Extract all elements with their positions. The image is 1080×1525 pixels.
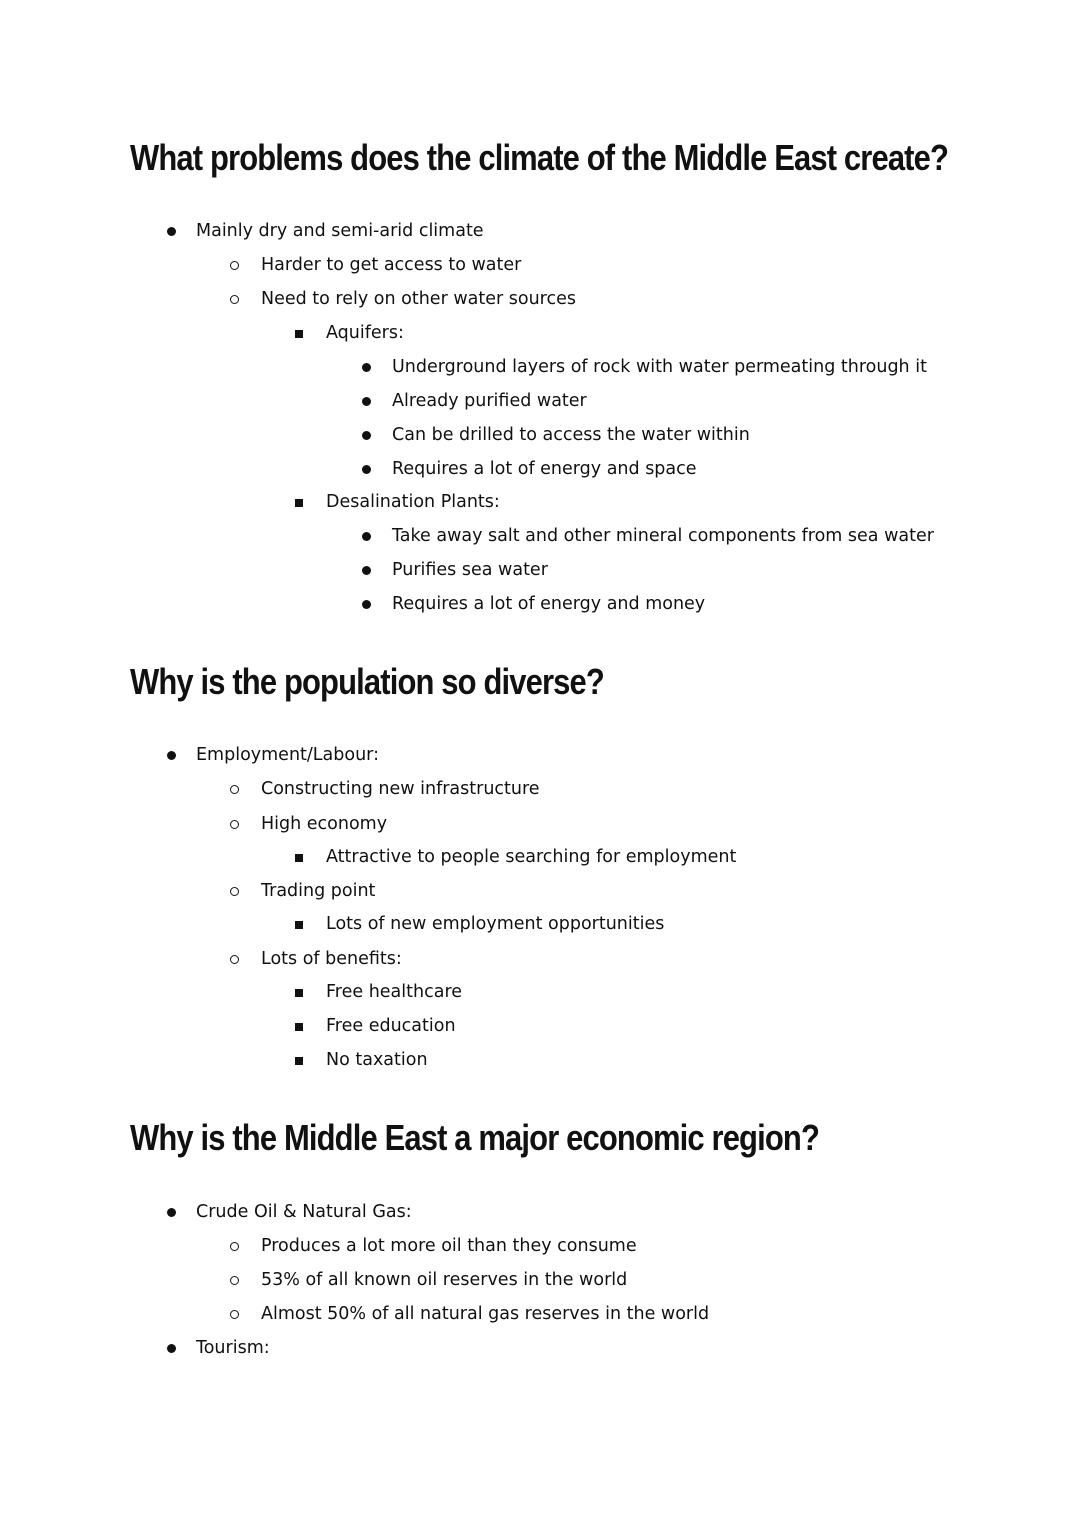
bullet-disc: [167, 227, 176, 236]
bullet-square: [295, 921, 303, 929]
list-item: Can be drilled to access the water within: [392, 425, 750, 445]
list-item: Requires a lot of energy and money: [392, 594, 706, 614]
list-item: Almost 50% of all natural gas reserves in the world: [261, 1304, 710, 1324]
list-item: Trading point: [261, 881, 376, 901]
list-item: Need to rely on other water sources: [261, 289, 576, 309]
list-item: High economy: [261, 814, 388, 834]
bullet-square: [295, 499, 303, 507]
bullet-square: [295, 330, 303, 338]
bullet-circle: [230, 1276, 239, 1285]
list-item: Mainly dry and semi-arid climate: [196, 221, 484, 241]
bullet-circle: [230, 295, 239, 304]
bullet-disc: [362, 397, 371, 406]
list-item: Desalination Plants:: [326, 492, 500, 512]
bullet-circle: [230, 1310, 239, 1319]
bullet-disc: [167, 751, 176, 760]
list-item: Free education: [326, 1016, 456, 1036]
list-item: Free healthcare: [326, 982, 463, 1002]
list-item: Requires a lot of energy and space: [392, 459, 697, 479]
section-heading-economy: Why is the Middle East a major economic region?: [130, 1117, 820, 1158]
list-item: Crude Oil & Natural Gas:: [196, 1202, 412, 1222]
bullet-circle: [230, 820, 239, 829]
bullet-disc: [362, 566, 371, 575]
bullet-circle: [230, 785, 239, 794]
bullet-disc: [362, 431, 371, 440]
section-heading-population: Why is the population so diverse?: [130, 661, 604, 702]
bullet-disc: [362, 600, 371, 609]
bullet-disc: [167, 1344, 176, 1353]
list-item: Attractive to people searching for employment: [326, 847, 737, 867]
list-item: 53% of all known oil reserves in the world: [261, 1270, 628, 1290]
list-item: Constructing new infrastructure: [261, 779, 540, 799]
list-item: Lots of benefits:: [261, 949, 402, 969]
list-item: Harder to get access to water: [261, 255, 522, 275]
bullet-square: [295, 989, 303, 997]
bullet-circle: [230, 1242, 239, 1251]
bullet-disc: [167, 1208, 176, 1217]
list-item: Employment/Labour:: [196, 745, 379, 765]
list-item: Tourism:: [196, 1338, 270, 1358]
bullet-square: [295, 854, 303, 862]
bullet-circle: [230, 887, 239, 896]
bullet-circle: [230, 955, 239, 964]
list-item: Take away salt and other mineral components from sea water: [392, 526, 934, 546]
list-item: Produces a lot more oil than they consume: [261, 1236, 637, 1256]
section-heading-climate: What problems does the climate of the Middle East create?: [130, 137, 949, 178]
bullet-circle: [230, 261, 239, 270]
list-item: Aquifers:: [326, 323, 404, 343]
bullet-disc: [362, 465, 371, 474]
bullet-square: [295, 1057, 303, 1065]
list-item: No taxation: [326, 1050, 428, 1070]
list-item: Already purified water: [392, 391, 587, 411]
list-item: Purifies sea water: [392, 560, 548, 580]
bullet-disc: [362, 363, 371, 372]
bullet-square: [295, 1023, 303, 1031]
bullet-disc: [362, 532, 371, 541]
list-item: Lots of new employment opportunities: [326, 914, 665, 934]
list-item: Underground layers of rock with water permeating through it: [392, 357, 927, 377]
